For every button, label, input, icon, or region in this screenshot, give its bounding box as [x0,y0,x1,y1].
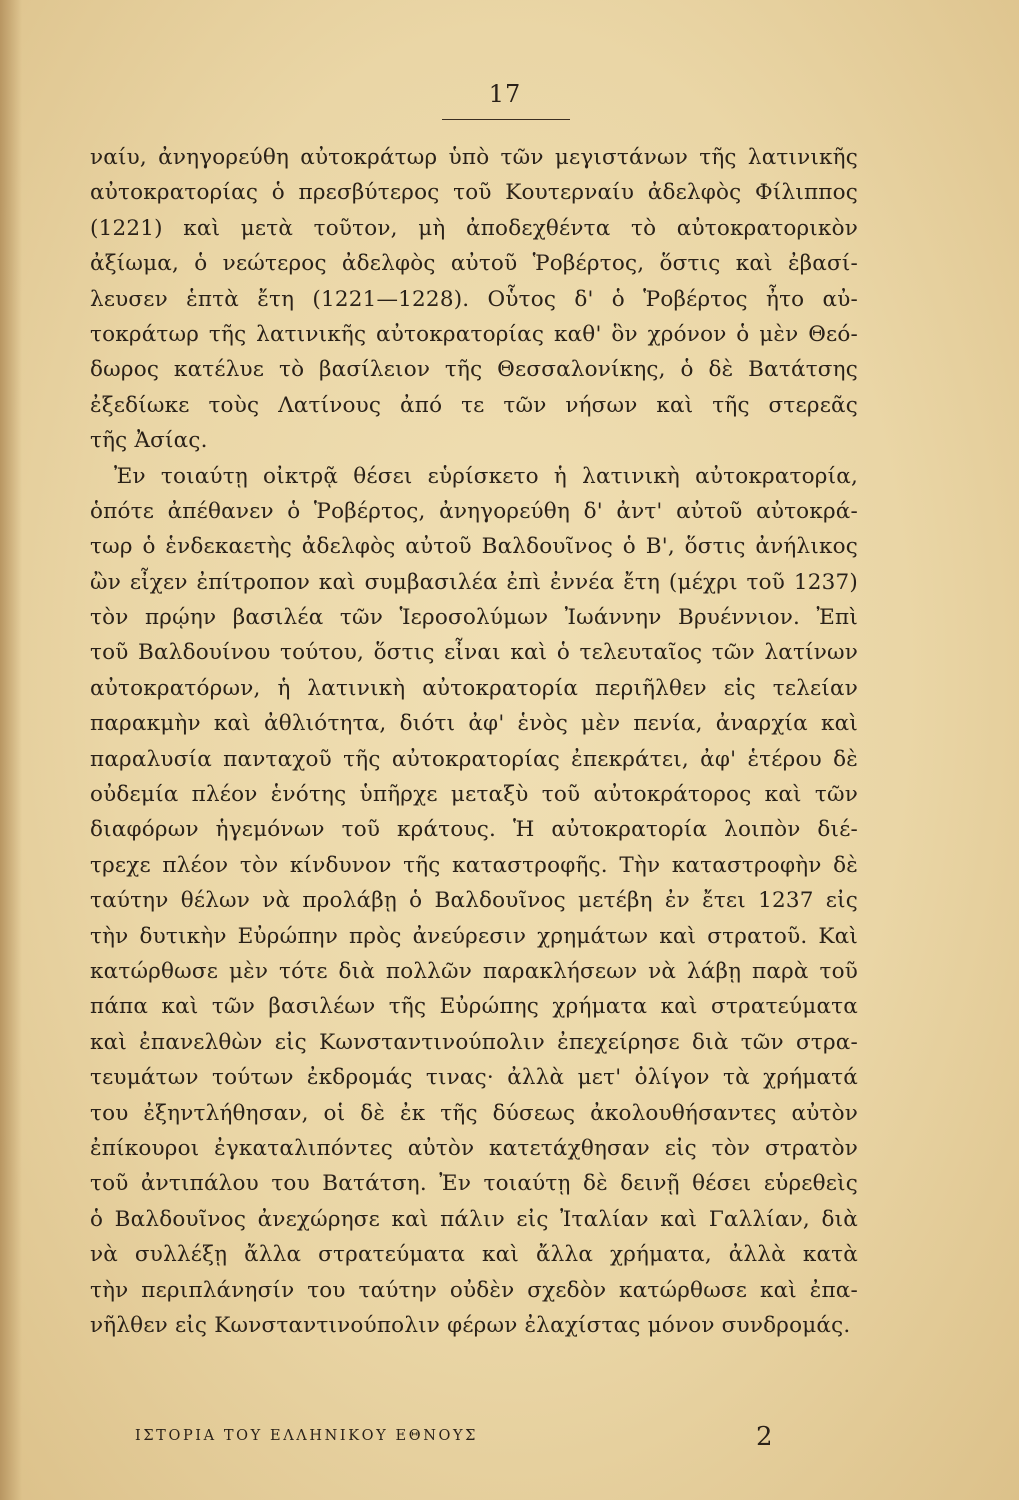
text-line: ὁπότε ἀπέθανεν ὁ Ῥοβέρτος, ἀνηγορεύθη δ' ἀντ' αὐτοῦ αὐτοκρά- [90,498,858,524]
text-line: ἐξεδίωκε τοὺς Λατίνους ἀπό τε τῶν νήσων καὶ τῆς στερεᾶς [90,392,858,418]
text-line: ὁ Βαλδουῖνος ἀνεχώρησε καὶ πάλιν εἰς Ἰταλίαν καὶ Γαλλίαν, διὰ [90,1206,858,1232]
text-line: τὴν περιπλάνησίν του ταύτην οὐδὲν σχεδὸν κατώρθωσε καὶ ἐπα- [90,1277,858,1303]
text-line: πάπα καὶ τῶν βασιλέων τῆς Εὐρώπης χρήματα καὶ στρατεύματα [90,994,858,1020]
signature-mark: 2 [756,1422,773,1452]
page-number-rule [442,119,570,120]
page-edge-shadow [0,0,22,1500]
text-line: Ἐν τοιαύτῃ οἰκτρᾷ θέσει εὑρίσκετο ἡ λατινικὴ αὐτοκρατορία, [114,463,858,489]
text-line: διαφόρων ἡγεμόνων τοῦ κράτους. Ἡ αὐτοκρατορία λοιπὸν διέ- [90,817,858,843]
text-line: κατώρθωσε μὲν τότε διὰ πολλῶν παρακλήσεων νὰ λάβῃ παρὰ τοῦ [90,958,858,984]
text-line: τοκράτωρ τῆς λατινικῆς αὐτοκρατορίας καθ' ὃν χρόνον ὁ μὲν Θεό- [90,321,858,347]
text-line: οὐδεμία πλέον ἑνότης ὑπῆρχε μεταξὺ τοῦ αὐτοκράτορος καὶ τῶν [90,782,858,808]
text-line: τὴν δυτικὴν Εὐρώπην πρὸς ἀνεύρεσιν χρημάτων καὶ στρατοῦ. Καὶ [90,923,858,949]
text-line: αὐτοκρατορίας ὁ πρεσβύτερος τοῦ Κουτερναίυ ἀδελφὸς Φίλιππος [90,180,858,206]
page-number: 17 [488,80,522,108]
body-text [90,140,858,1343]
text-line: αὐτοκρατόρων, ἡ λατινικὴ αὐτοκρατορία περιῆλθεν εἰς τελείαν [90,675,858,701]
text-line: τρεχε πλέον τὸν κίνδυνον τῆς καταστροφῆς. Τὴν καταστροφὴν δὲ [90,852,858,878]
text-line: νῆλθεν εἰς Κωνσταντινούπολιν φέρων ἐλαχίστας μόνον συνδρομάς. [90,1312,851,1338]
text-line: ὢν εἶχεν ἐπίτροπον καὶ συμβασιλέα ἐπὶ ἐννέα ἔτη (μέχρι τοῦ 1237) [90,569,858,595]
text-line: νὰ συλλέξῃ ἄλλα στρατεύματα καὶ ἄλλα χρήματα, ἀλλὰ κατὰ [90,1242,858,1268]
text-line: τοῦ Βαλδουίνου τούτου, ὅστις εἶναι καὶ ὁ τελευταῖος τῶν λατίνων [90,640,858,666]
text-line: καὶ ἐπανελθὼν εἰς Κωνσταντινούπολιν ἐπεχείρησε διὰ τῶν στρα- [90,1029,858,1055]
text-line: ἀξίωμα, ὁ νεώτερος ἀδελφὸς αὐτοῦ Ῥοβέρτος, ὅστις καὶ ἐβασί- [90,251,858,277]
text-line: τὸν πρῴην βασιλέα τῶν Ἱεροσολύμων Ἰωάννην Βρυέννιον. Ἐπὶ [90,605,858,631]
running-footer: ΙΣΤΟΡΙΑ ΤΟΥ ΕΛΛΗΝΙΚΟΥ ΕΘΝΟΥΣ [135,1428,479,1444]
text-line: τωρ ὁ ἑνδεκαετὴς ἀδελφὸς αὐτοῦ Βαλδουῖνος ὁ Β', ὅστις ἀνήλικος [90,534,858,560]
text-line: τῆς Ἀσίας. [90,428,208,454]
text-line: λευσεν ἑπτὰ ἔτη (1221—1228). Οὗτος δ' ὁ Ῥοβέρτος ἦτο αὐ- [90,286,858,312]
text-line: τοῦ ἀντιπάλου του Βατάτση. Ἐν τοιαύτῃ δὲ δεινῇ θέσει εὑρεθεὶς [90,1171,858,1197]
text-line: παραλυσία πανταχοῦ τῆς αὐτοκρατορίας ἐπεκράτει, ἀφ' ἑτέρου δὲ [90,746,858,772]
text-line: παρακμὴν καὶ ἀθλιότητα, διότι ἀφ' ἑνὸς μὲν πενία, ἀναρχία καὶ [90,711,858,737]
text-line: δωρος κατέλυε τὸ βασίλειον τῆς Θεσσαλονίκης, ὁ δὲ Βατάτσης [90,357,858,383]
text-line: ἐπίκουροι ἐγκαταλιπόντες αὐτὸν κατετάχθησαν εἰς τὸν στρατὸν [90,1135,858,1161]
text-line: ναίυ, ἀνηγορεύθη αὐτοκράτωρ ὑπὸ τῶν μεγιστάνων τῆς λατινικῆς [90,145,858,170]
text-line: του ἐξηντλήθησαν, οἱ δὲ ἐκ τῆς δύσεως ἀκολουθήσαντες αὐτὸν [90,1100,858,1126]
text-line: (1221) καὶ μετὰ τοῦτον, μὴ ἀποδεχθέντα τὸ αὐτοκρατορικὸν [90,215,858,241]
text-line: τευμάτων τούτων ἐκδρομάς τινας· ἀλλὰ μετ' ὀλίγον τὰ χρήματά [90,1065,858,1091]
text-line: ταύτην θέλων νὰ προλάβῃ ὁ Βαλδουῖνος μετέβη ἐν ἔτει 1237 εἰς [90,888,858,914]
